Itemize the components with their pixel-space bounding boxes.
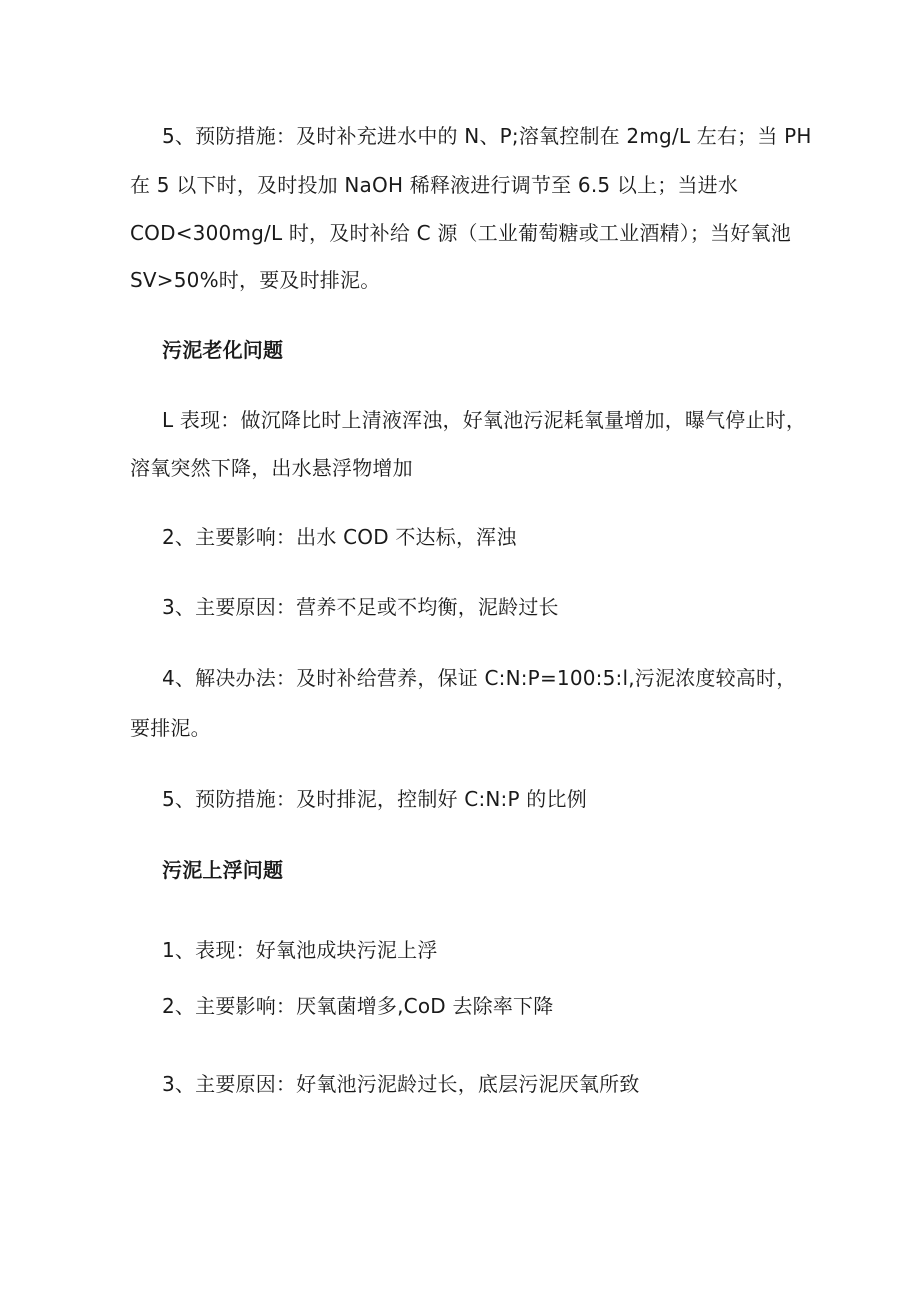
floating-symptoms: 1、表现：好氧池成块污泥上浮 [162,938,438,962]
aging-symptoms-line-2: 溶氧突然下降，出水悬浮物增加 [130,456,413,480]
sludge-aging-heading: 污泥老化问题 [162,338,284,362]
sludge-floating-heading: 污泥上浮问题 [162,858,284,882]
aging-cause: 3、主要原因：营养不足或不均衡，泥龄过长 [162,595,559,619]
prevention-measures-line-2: 在 5 以下时，及时投加 NaOH 稀释液进行调节至 6.5 以上；当进水 [130,173,739,197]
prevention-measures-line-3: COD<300mg/L 时，及时补给 C 源（工业葡萄糖或工业酒精）；当好氧池 [130,221,791,245]
aging-prevention: 5、预防措施：及时排泥，控制好 C:N:P 的比例 [162,787,587,811]
prevention-measures-line-1: 5、预防措施：及时补充进水中的 N、P;溶氧控制在 2mg/L 左右；当 PH [162,124,812,148]
aging-symptoms-line-1: L 表现：做沉降比时上清液浑浊，好氧池污泥耗氧量增加，曝气停止时， [162,408,807,432]
aging-solution-line-2: 要排泥。 [130,716,211,740]
aging-impact: 2、主要影响：出水 COD 不达标，浑浊 [162,525,517,549]
aging-solution-line-1: 4、解决办法：及时补给营养，保证 C:N:P=100:5:l,污泥浓度较高时， [162,666,797,690]
floating-cause: 3、主要原因：好氧池污泥龄过长，底层污泥厌氧所致 [162,1072,640,1096]
floating-impact: 2、主要影响：厌氧菌增多,CoD 去除率下降 [162,994,554,1018]
prevention-measures-line-4: SV>50%时，要及时排泥。 [130,268,381,292]
